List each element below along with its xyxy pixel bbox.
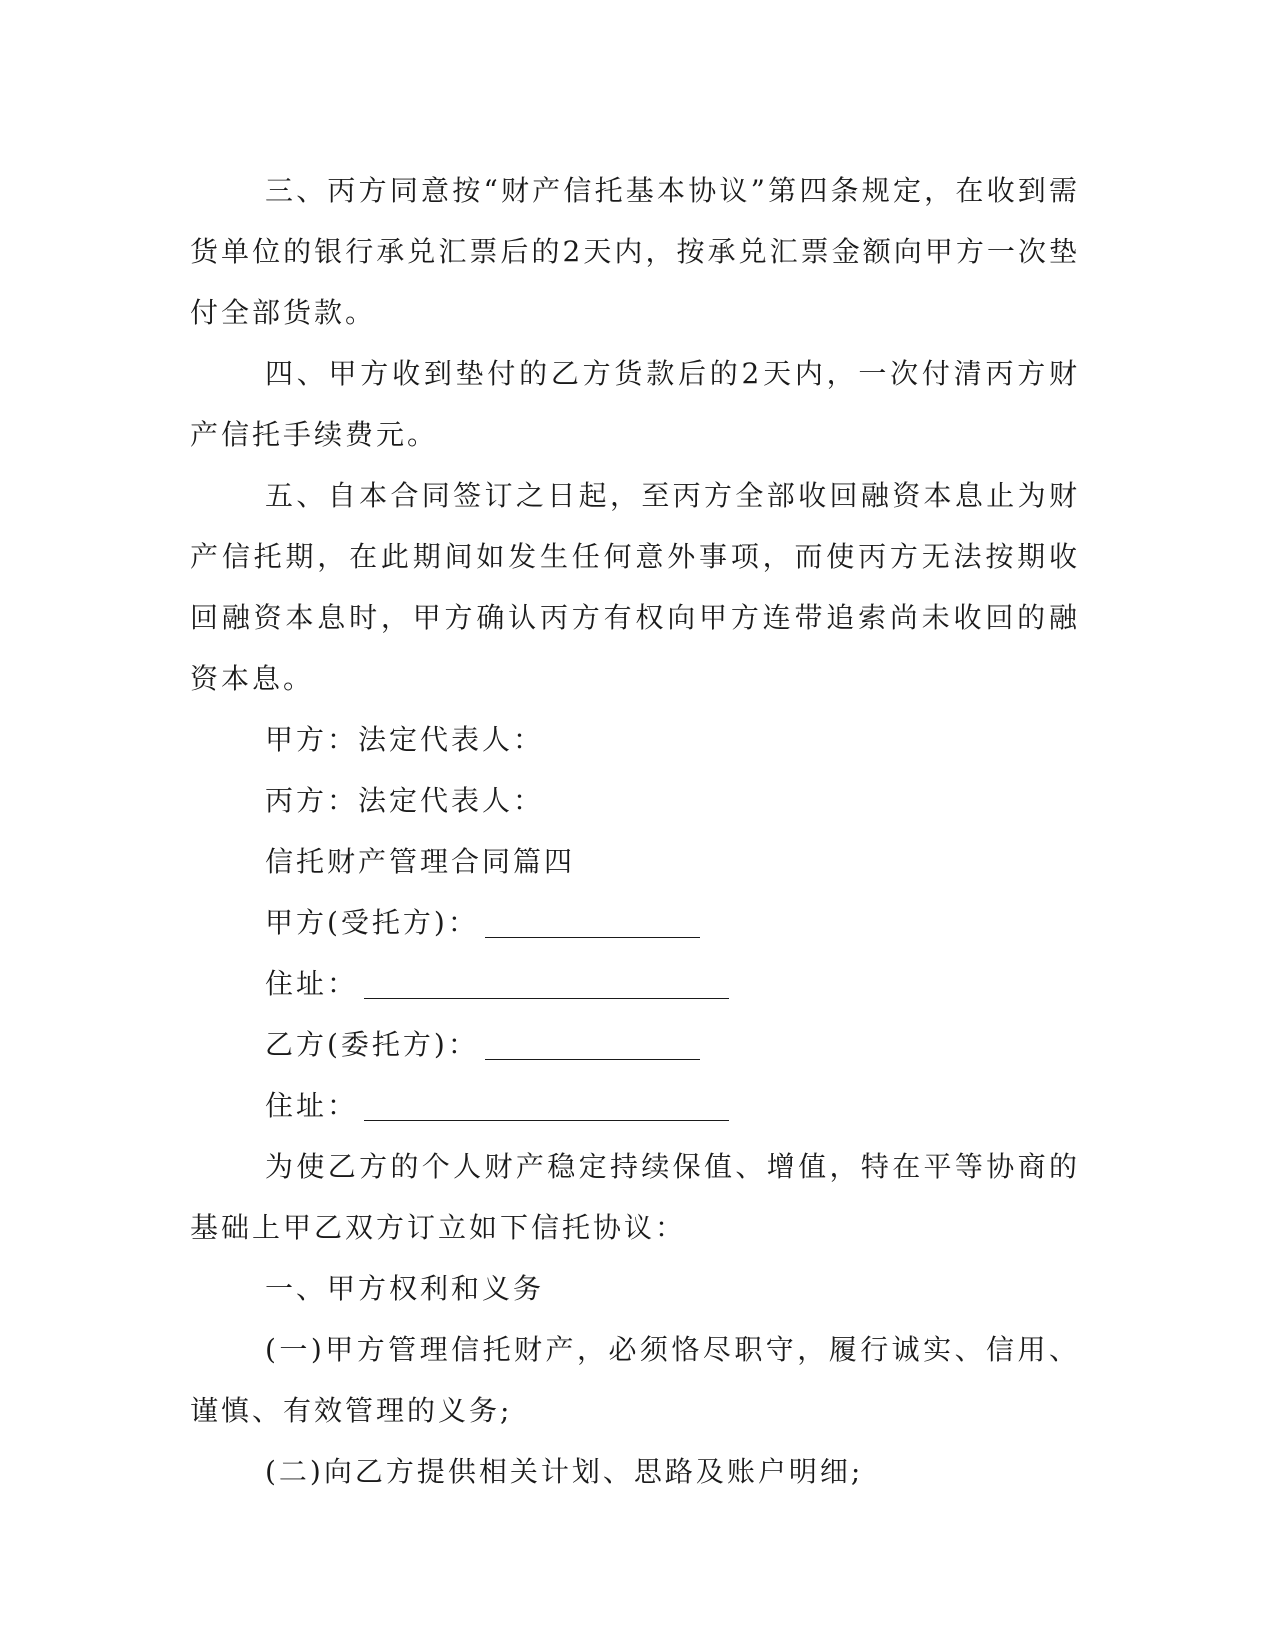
clause-five: 五、自本合同签订之日起，至丙方全部收回融资本息止为财产信托期，在此期间如发生任何意外事项，而使丙方无法按期收回融资本息时，甲方确认丙方有权向甲方连带追索尚未收回的融资本息。 <box>190 479 1080 695</box>
heading-rights-obligations: 一、甲方权利和义务 <box>265 1272 545 1305</box>
agreement-intro: 为使乙方的个人财产稳定持续保值、增值，特在平等协商的基础上甲乙双方订立如下信托协议： <box>190 1150 1080 1244</box>
clause-three: 三、丙方同意按“财产信托基本协议”第四条规定，在收到需货单位的银行承兑汇票后的2天内，按承兑汇票金额向甲方一次垫付全部货款。 <box>190 174 1080 329</box>
trustor-address-label: 住址： <box>265 1089 359 1122</box>
trustor-address-field <box>190 1075 1080 1136</box>
section-title: 信托财产管理合同篇四 <box>265 845 576 878</box>
trustee-address-field <box>190 953 1080 1014</box>
trustor-blank <box>485 1029 700 1060</box>
trustee-blank <box>485 907 700 938</box>
party-a-signature: 甲方：法定代表人： <box>265 723 545 756</box>
item-two: (二)向乙方提供相关计划、思路及账户明细; <box>265 1455 864 1488</box>
document-page <box>190 160 1080 1502</box>
trustee-address-blank <box>364 968 729 999</box>
trustee-label: 甲方(受托方)： <box>265 906 479 939</box>
trustor-address-blank <box>364 1090 729 1121</box>
trustee-field <box>190 892 1080 953</box>
trustor-field <box>190 1014 1080 1075</box>
party-c-signature: 丙方：法定代表人： <box>265 784 545 817</box>
clause-four: 四、甲方收到垫付的乙方货款后的2天内，一次付清丙方财产信托手续费元。 <box>190 357 1080 451</box>
item-one: (一)甲方管理信托财产，必须恪尽职守，履行诚实、信用、谨慎、有效管理的义务; <box>190 1333 1080 1427</box>
trustor-label: 乙方(委托方)： <box>265 1028 479 1061</box>
trustee-address-label: 住址： <box>265 967 359 1000</box>
